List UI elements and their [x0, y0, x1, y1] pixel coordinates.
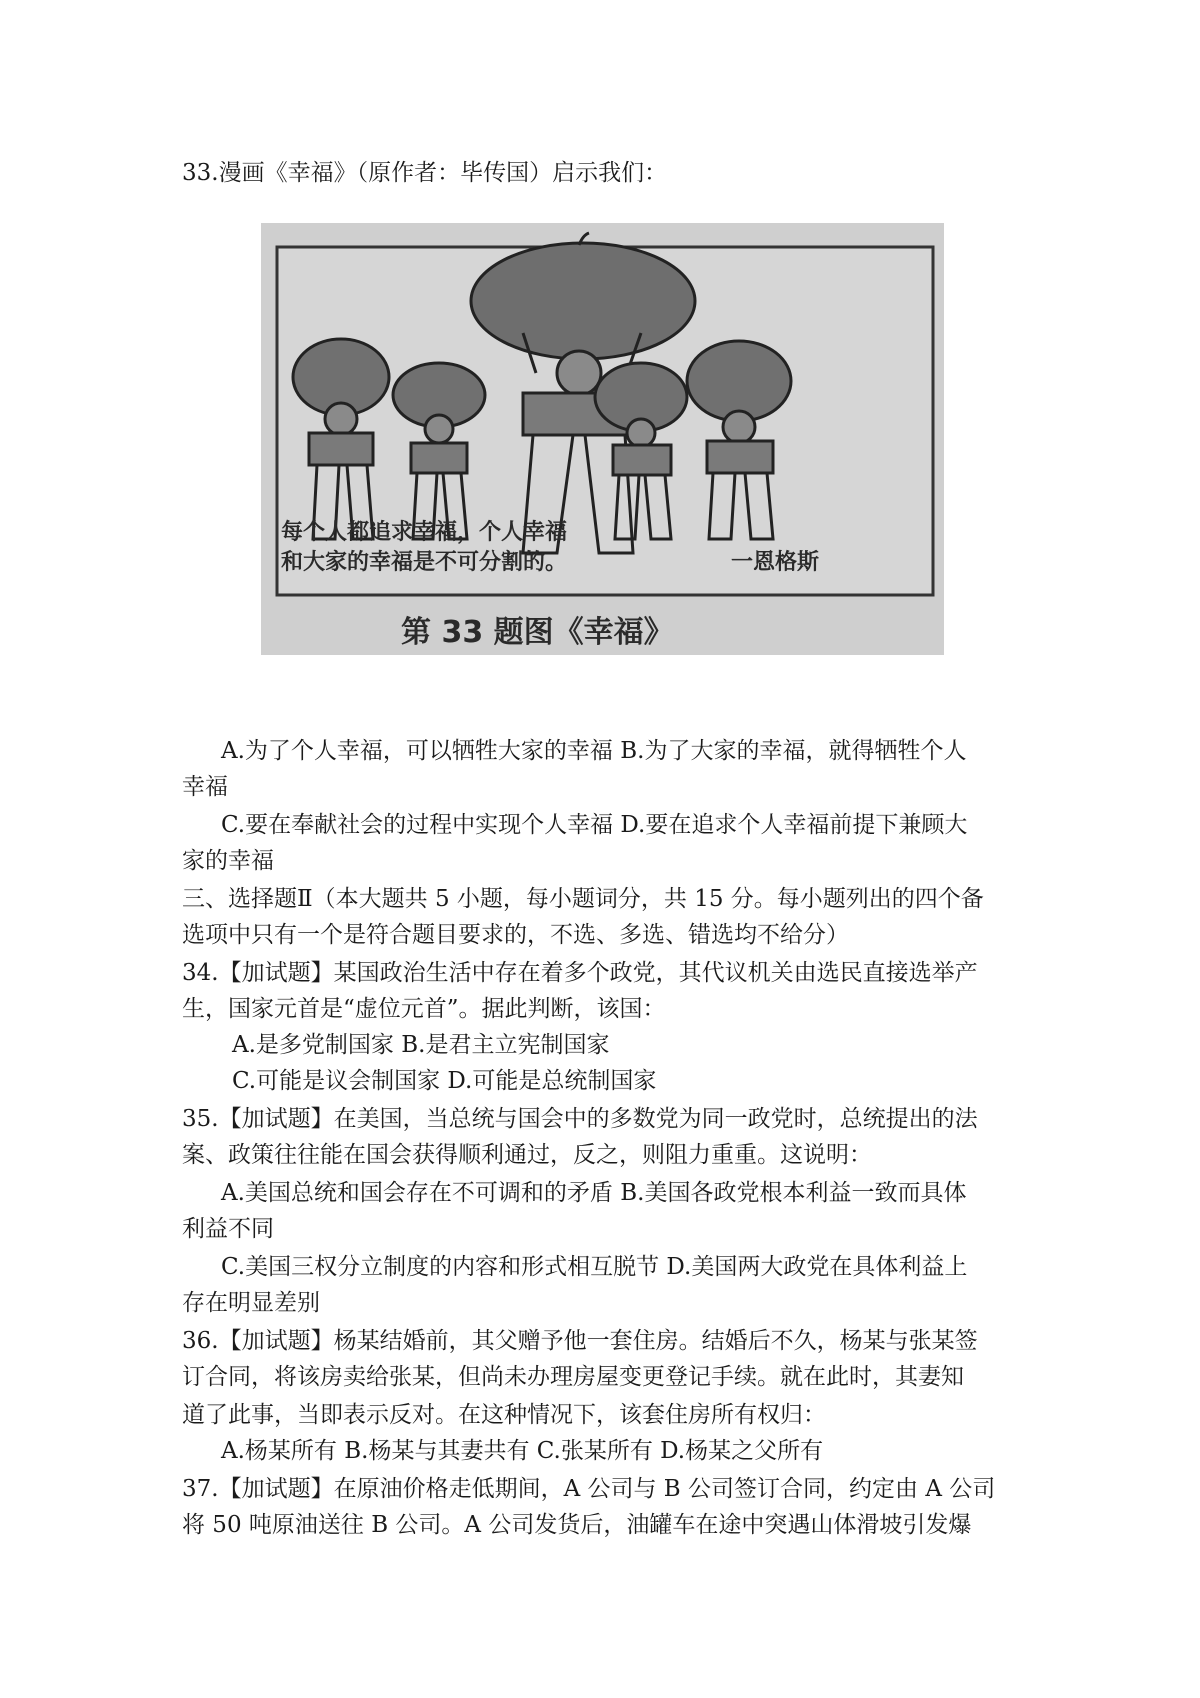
cartoon-quote-line2: 和大家的幸福是不可分割的。: [281, 550, 568, 575]
section-3-line2: 选项中只有一个是符合题目要求的，不选、多选、错选均不给分）: [182, 922, 849, 948]
question-37-line1: 37.【加试题】在原油价格走低期间，A 公司与 B 公司签订合同，约定由 A 公司: [182, 1476, 996, 1502]
cartoon-figure: [261, 223, 944, 655]
question-34-options-line1: A.是多党制国家 B.是君主立宪制国家: [232, 1032, 610, 1058]
question-36-options-line1: A.杨某所有 B.杨某与其妻共有 C.张某所有 D.杨某之父所有: [221, 1438, 824, 1464]
question-33-options-line2: 幸福: [182, 774, 228, 800]
question-34-options-line2: C.可能是议会制国家 D.可能是总统制国家: [232, 1068, 657, 1094]
cartoon-drawing: [261, 223, 944, 655]
question-36-line3: 道了此事，当即表示反对。在这种情况下，该套住房所有权归：: [182, 1402, 826, 1428]
cartoon-quote-author: 一恩格斯: [731, 550, 820, 575]
question-35-options-line3: C.美国三权分立制度的内容和形式相互脱节 D.美国两大政党在具体利益上: [221, 1254, 968, 1280]
section-3-line1: 三、选择题Ⅱ（本大题共 5 小题，每小题词分，共 15 分。每小题列出的四个备: [182, 886, 984, 912]
question-33-stem: 33.漫画《幸福》（原作者：毕传国）启示我们：: [182, 160, 668, 186]
question-35-options-line2: 利益不同: [182, 1216, 274, 1242]
question-35-options-line4: 存在明显差别: [182, 1290, 320, 1316]
question-36-line1: 36.【加试题】杨某结婚前，其父赠予他一套住房。结婚后不久，杨某与张某签: [182, 1328, 978, 1354]
question-34-line1: 34.【加试题】某国政治生活中存在着多个政党，其代议机关由选民直接选举产: [182, 960, 978, 986]
question-34-line2: 生，国家元首是“虚位元首”。据此判断，该国：: [182, 996, 666, 1022]
question-35-options-line1: A.美国总统和国会存在不可调和的矛盾 B.美国各政党根本利益一致而具体: [221, 1180, 967, 1206]
cartoon-caption: 第 33 题图《幸福》: [401, 615, 674, 650]
question-36-line2: 订合同，将该房卖给张某，但尚未办理房屋变更登记手续。就在此时，其妻知: [182, 1364, 964, 1390]
question-33-options-line1: A.为了个人幸福，可以牺牲大家的幸福 B.为了大家的幸福，就得牺牲个人: [221, 738, 967, 764]
question-35-line2: 案、政策往往能在国会获得顺利通过，反之，则阻力重重。这说明：: [182, 1142, 872, 1168]
cartoon-quote-line1: 每个人都追求幸福，个人幸福: [281, 520, 568, 545]
question-37-line2: 将 50 吨原油送往 B 公司。A 公司发货后，油罐车在途中突遇山体滑坡引发爆: [182, 1512, 972, 1538]
question-33-options-line3: C.要在奉献社会的过程中实现个人幸福 D.要在追求个人幸福前提下兼顾大: [221, 812, 968, 838]
question-33-options-line4: 家的幸福: [182, 848, 274, 874]
question-35-line1: 35.【加试题】在美国，当总统与国会中的多数党为同一政党时，总统提出的法: [182, 1106, 978, 1132]
